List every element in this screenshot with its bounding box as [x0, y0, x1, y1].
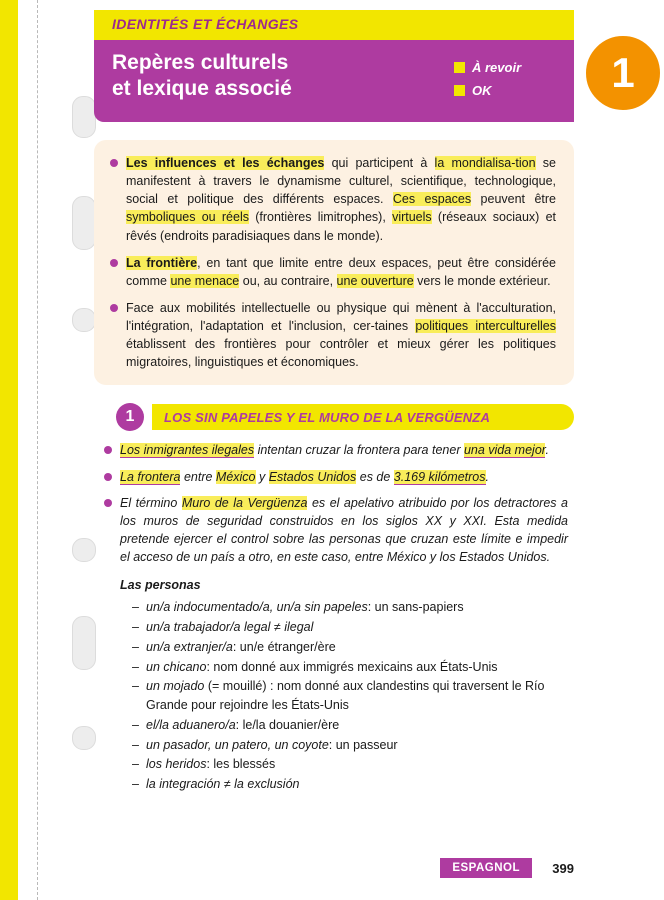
checklist-item-a-revoir[interactable] [454, 60, 521, 75]
list-item [132, 677, 568, 715]
vocab-subheading: Las personas [120, 578, 201, 593]
page-title [112, 50, 402, 103]
item1-seg3: una vida mejor [463, 443, 546, 458]
list-item [132, 716, 568, 735]
summary-paragraph-1 [110, 154, 556, 245]
checklist-label: À revoir [472, 60, 522, 75]
page-title-line1: Repères culturels [112, 51, 289, 74]
vocab-def: : nom donné aux immigrés mexicains aux États-Unis [206, 659, 498, 674]
item2-seg8: . [485, 469, 489, 484]
vocab-def: : les blessés [206, 757, 276, 772]
status-checklist [454, 60, 521, 106]
punch-hole [72, 96, 96, 138]
vocab-def: (= mouillé) : nom donné aux clandestins qui traversent le Río Grande pour rejoindre les États-Unis [146, 679, 545, 712]
list-item [132, 658, 568, 677]
item2-seg6: es de [356, 469, 394, 484]
page-title-line2: et lexique associé [112, 77, 292, 101]
item3-seg3: es el apelativo atribuido por los detractores a los muros de seguridad construidos en los siglos XX y XXI. Esta medida pretende ejercer el control sobre las personas que cruzan este límite e impedir el acceso de un país a otro, en este caso, entre México y los Estados Unidos. [120, 495, 568, 564]
vocab-def: : un sans-papiers [367, 600, 464, 615]
checklist-item-ok[interactable] [454, 83, 521, 98]
punch-hole [72, 726, 96, 750]
list-item [132, 755, 568, 774]
theme-title: IDENTITÉS ET ÉCHANGES [112, 16, 299, 32]
subject-badge: ESPAGNOL [440, 858, 532, 878]
exercise-header [94, 403, 574, 431]
punch-hole [72, 616, 96, 670]
summary-p3-seg2: politiques interculturelles [415, 319, 556, 333]
list-item [132, 598, 568, 617]
vocab-list [132, 598, 568, 794]
item2-seg2: entre [180, 469, 216, 484]
summary-p2-seg1: La frontière [126, 255, 198, 270]
item2-seg7: 3.169 kilómetros [393, 469, 486, 484]
item3-seg2: Muro de la Vergüenza [181, 495, 308, 510]
summary-p2-seg2: , en tant que limite entre deux espaces, peut être considérée comme [126, 255, 556, 288]
vocab-term: el/la aduanero/a [146, 717, 236, 732]
punch-hole [72, 308, 96, 332]
summary-p1-seg4: se manifestent à travers le dynamisme culturel, scientifique, technologique, social et politique des différents espaces. [126, 156, 556, 207]
list-item [132, 638, 568, 657]
summary-p2-seg4: ou, au contraire, [239, 273, 337, 288]
vocab-term: un/a indocumentado/a, un/a sin papeles [146, 600, 368, 615]
summary-p3-seg1: Face aux mobilités intellectuelle ou physique qui mènent à l'acculturation, l'intégration, l'adaptation et l'inclusion, cer-taines [126, 300, 556, 333]
punch-hole [72, 538, 96, 562]
summary-p1-seg2: qui participent à [324, 156, 435, 170]
summary-p1-seg1: Les influences et les échanges [126, 156, 325, 170]
summary-p2-seg3: une menace [170, 273, 240, 288]
vocab-def: : un passeur [328, 737, 398, 752]
exercise-item-2 [104, 468, 568, 486]
vocab-term: la integración ≠ la exclusión [146, 777, 300, 791]
exercise-item-3 [104, 494, 568, 567]
exercise-number-badge: 1 [116, 403, 144, 431]
summary-p1-seg5: Ces espaces [392, 192, 472, 207]
punch-hole [72, 196, 96, 250]
summary-p1-seg3: la mondialisa-tion [434, 156, 536, 170]
item2-seg5: Estados Unidos [268, 469, 357, 484]
exercise-item-1 [104, 441, 568, 459]
vocab-def: : un/e étranger/ère [232, 639, 336, 654]
item1-seg4: . [545, 443, 549, 458]
vocab-term: un/a extranjer/a [146, 639, 233, 654]
item2-seg3: México [215, 469, 256, 484]
list-item [132, 775, 568, 794]
sheet-header [94, 10, 635, 122]
item2-seg4: y [255, 469, 269, 484]
summary-p2-seg5: une ouverture [336, 273, 414, 288]
exercise-title-bar [152, 404, 574, 430]
vocab-term: un chicano [146, 659, 207, 674]
item3-seg1: El término [120, 495, 182, 510]
perforation-guide-line [37, 0, 38, 900]
summary-p1-seg10: (réseaux sociaux) et rêvés (endroits paradisiaques dans le monde). [126, 210, 556, 243]
checkbox-icon[interactable] [454, 62, 465, 73]
page-number: 399 [552, 860, 574, 876]
binder-strip [0, 0, 18, 900]
summary-p2-seg6: vers le monde extérieur. [413, 273, 551, 288]
sheet-number-badge: 1 [582, 32, 664, 114]
summary-paragraph-2 [110, 254, 556, 290]
vocab-term: un/a trabajador/a legal ≠ ilegal [146, 620, 314, 634]
checklist-label: OK [472, 83, 492, 98]
summary-p1-seg7: symboliques ou réels [126, 210, 249, 225]
page-footer [94, 858, 574, 878]
vocab-term: un mojado [146, 679, 205, 694]
exercise-title: LOS SIN PAPELES Y EL MURO DE LA VERGÜENZA [164, 409, 491, 425]
checkbox-icon[interactable] [454, 85, 465, 96]
summary-p3-seg3: établissent des frontières pour contrôler et mieux gérer les politiques migratoires, linguistiques et économiques. [126, 337, 556, 370]
item2-seg1: La frontera [120, 469, 181, 484]
summary-paragraph-3 [110, 299, 556, 372]
list-item [132, 736, 568, 755]
exercise-body [94, 441, 574, 793]
main-content [94, 140, 574, 795]
list-item [132, 618, 568, 637]
summary-box [94, 140, 574, 385]
vocab-def: : le/la douanier/ère [235, 717, 340, 732]
summary-p1-seg9: virtuels [392, 210, 432, 225]
vocab-term: un pasador, un patero, un coyote [146, 737, 329, 752]
item1-seg2: intentan cruzar la frontera para tener [254, 443, 464, 458]
summary-p1-seg6: peuvent être [471, 192, 556, 207]
item1-seg1: Los inmigrantes ilegales [120, 443, 255, 458]
summary-p1-seg8: (frontières limitrophes), [248, 210, 393, 225]
vocab-term: los heridos [146, 757, 207, 772]
